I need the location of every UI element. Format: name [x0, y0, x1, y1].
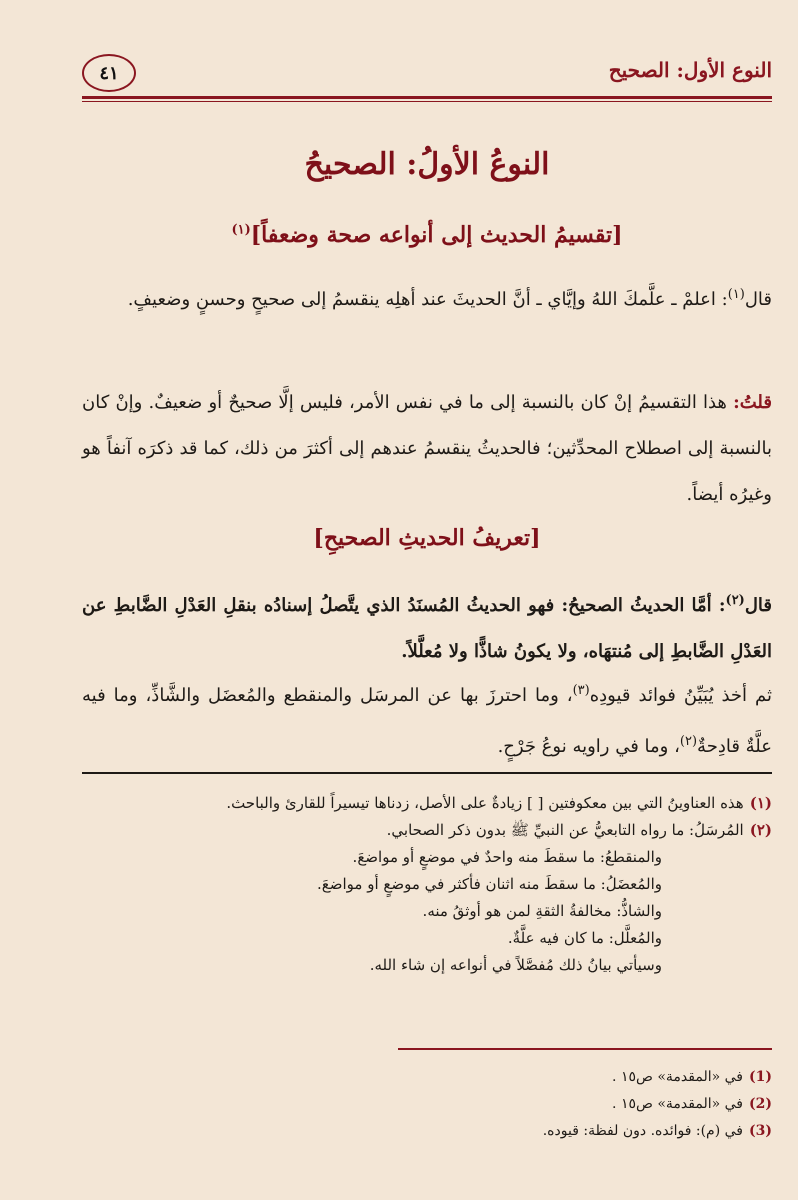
source-notes-separator: [398, 1048, 772, 1050]
footnote-line: والمُعلَّل: ما كان فيه علَّةٌ.: [507, 929, 662, 947]
footnote: [82, 790, 772, 817]
paragraph-text: ثم أخذ يُبَيِّنُ فوائد قيودِه: [589, 685, 773, 706]
source-note: [82, 1064, 772, 1091]
paragraph-author-comment: [82, 380, 772, 518]
source-note: [82, 1091, 772, 1118]
source-note-text: في (م): فوائده. دون لفظة: قيوده.: [542, 1123, 743, 1139]
footnote-ref: (٣): [572, 683, 590, 698]
footnote-ref: (٢): [679, 734, 698, 749]
editor-footnotes: [82, 790, 772, 979]
header-rule: [82, 96, 772, 99]
footnote-line: والشاذُّ: مخالفةُ الثقةِ لمن هو أوثقُ منه.: [422, 902, 662, 920]
footnote-line: وسيأتي بيانُ ذلك مُفصَّلاً في أنواعه إن شاء الله.: [369, 956, 662, 974]
footnote-text: هذه العناوينُ التي بين معكوفتين [ ] زيادةٌ على الأصل، زدناها تيسيراً للقارئ والباحث.: [226, 794, 744, 812]
paragraph-lead: قال: [744, 289, 772, 310]
footnote-number: (٢): [749, 821, 772, 839]
section-heading-division: [82, 222, 772, 248]
paragraph-text: : اعلمْ ـ علَّمكَ اللهُ وإيَّاي ـ أنَّ الحديثَ عند أهلِه ينقسمُ إلى صحيحٍ وحسنٍ وضعيفٍ.: [127, 289, 728, 310]
source-note-number: (1): [749, 1069, 772, 1085]
page-number: ٤١: [99, 62, 119, 84]
footnote: [82, 817, 772, 844]
page-header: [82, 54, 772, 94]
paragraph-text: ، وما احترزَ بها عن المرسَل والمنقطع والمُعضَل والشَّاذِّ، وما فيه علَّةٌ قادِحةٌ: [82, 685, 772, 757]
source-note-text: في «المقدمة» ص١٥ .: [612, 1096, 743, 1112]
footnote-ref: (١): [727, 287, 745, 302]
footnote-text: المُرسَلُ: ما رواه التابعيُّ عن النبيِّ ﷺ بدون ذكر الصحابي.: [386, 821, 744, 839]
source-note-number: (2): [749, 1096, 772, 1112]
running-title: النوع الأول: الصحيح: [608, 58, 772, 82]
header-rule-thin: [82, 101, 772, 102]
paragraph-text: هذا التقسيمُ إنْ كان بالنسبة إلى ما في نفس الأمر، فليس إلَّا صحيحٌ أو ضعيفٌ. وإنْ كان بالنسبة إلى اصطلاح المحدِّثين؛ فالحديثُ ينقسمُ عندهم إلى أكثرَ من ذلك، كما قد ذكرَه آنفاً هو وغيرُه أيضاً.: [82, 392, 772, 505]
source-note: [82, 1118, 772, 1145]
paragraph-ibn-salah-division: [82, 272, 772, 323]
paragraph-text: ، وما في راويه نوعُ جَرْحٍ.: [497, 736, 680, 757]
source-note-text: في «المقدمة» ص١٥ .: [612, 1069, 743, 1085]
section-heading-definition: [تعريفُ الحديثِ الصحيحِ]: [313, 525, 541, 551]
footnote-separator: [82, 772, 772, 774]
section-heading-text: [تقسيمُ الحديث إلى أنواعه صحة وضعفاً]: [250, 222, 623, 248]
paragraph-conditions: [82, 668, 772, 770]
footnote-line: والمنقطعُ: ما سقطَ منه واحدٌ في موضعٍ أو مواضعَ.: [352, 848, 662, 866]
page-number-badge: [82, 54, 136, 92]
paragraph-lead: قال: [744, 595, 772, 616]
source-footnotes: [82, 1064, 772, 1145]
source-note-number: (3): [749, 1123, 772, 1139]
paragraph-text: : أمَّا الحديثُ الصحيحُ: فهو الحديثُ المُسنَدُ الذي يتَّصلُ إسنادُه بنقلِ العَدْلِ الضَّابطِ عن العَدْلِ الضَّابطِ إلى مُنتهَاه، ولا يكونُ شاذًّا ولا مُعلَّلاً.: [82, 595, 772, 662]
paragraph-definition: [82, 578, 772, 675]
footnote-ref: (٢): [725, 593, 745, 608]
footnote-number: (١): [749, 794, 772, 812]
chapter-title: النوعُ الأولُ: الصحيحُ: [304, 147, 550, 182]
footnote-ref: (١): [231, 222, 251, 238]
footnote-line: والمُعضَلُ: ما سقطَ منه اثنان فأكثر في موضعٍ أو مواضعَ.: [317, 875, 662, 893]
paragraph-lead: قلتُ:: [733, 392, 772, 413]
